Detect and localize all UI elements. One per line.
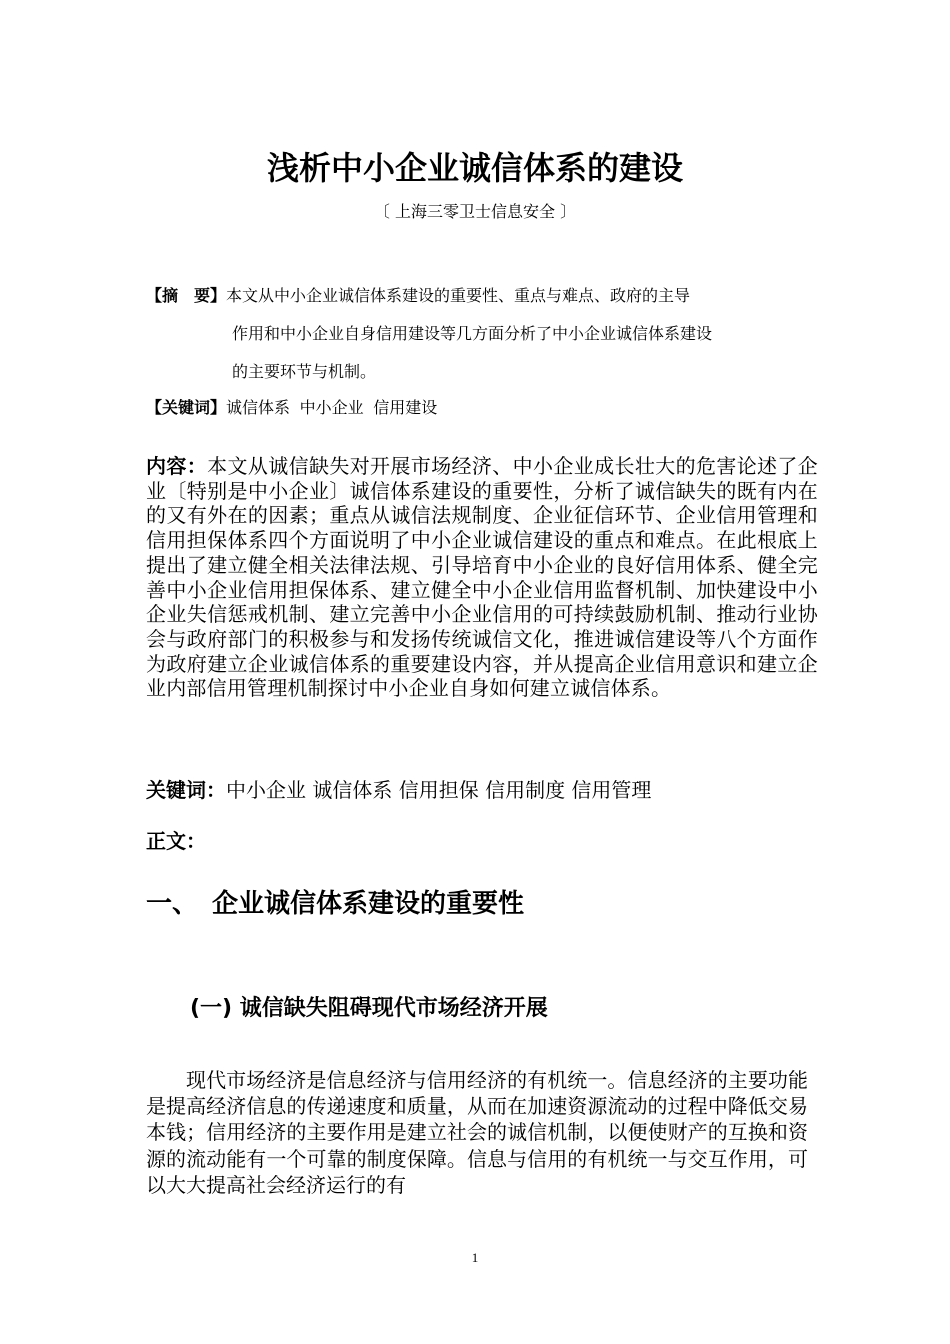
keywords-cn-value: 诚信体系 中小企业 信用建设 (226, 398, 438, 417)
abstract-line-1 (146, 286, 690, 306)
document-title: 浅析中小企业诚信体系的建设 (266, 149, 683, 187)
subsection-heading: (一) 诚信缺失阻碍现代市场经济开展 (190, 996, 548, 1021)
abstract-line-2: 作用和中小企业自身信用建设等几方面分析了中小企业诚信体系建设 (232, 324, 713, 343)
content-summary (146, 454, 818, 701)
keywords-cn-line (146, 398, 437, 418)
body-paragraph: 现代市场经济是信息经济与信用经济的有机统一。信息经济的主要功能是提高经济信息的传递速度和质量，从而在加速资源流动的过程中降低交易本钱；信用经济的主要作用是建立社会的诚信机制，以便使财产的互换和资源的流动能有一个可靠的制度保障。信息与信用的有机统一与交互作用，可以大大提高社会经济运行的有 (146, 1068, 808, 1197)
page-number: 1 (471, 1250, 479, 1265)
section-title: 企业诚信体系建设的重要性 (212, 889, 525, 919)
keywords-cn-label: 【关键词】 (146, 398, 227, 417)
document-author: 〔 上海三零卫士信息安全 〕 (373, 202, 577, 221)
section-number: 一、 (146, 889, 199, 919)
abstract-line-3: 的主要环节与机制。 (232, 362, 377, 381)
keywords-line (146, 777, 818, 803)
content-label: 内容： (146, 454, 208, 478)
abstract-label: 【摘 要】 (146, 286, 227, 305)
abstract-text-line: 本文从中小企业诚信体系建设的重要性、重点与难点、政府的主导 (226, 286, 691, 305)
section-heading (146, 886, 524, 922)
keywords-label: 关键词： (146, 778, 226, 802)
content-text: 本文从诚信缺失对开展市场经济、中小企业成长壮大的危害论述了企业〔特别是中小企业〕诚信体系建设的重要性，分析了诚信缺失的既有内在的又有外在的因素；重点从诚信法规制度、企业征信环节、企业信用管理和信用担保体系四个方面说明了中小企业诚信建设的重点和难点。在此根底上提出了建立健全相关法律法规、引导培育中小企业的良好信用体系、健全完善中小企业信用担保体系、建立健全中小企业信用监督机制、加快建设中小企业失信惩戒机制、建立完善中小企业信用的可持续鼓励机制、推动行业协会与政府部门的积极参与和发扬传统诚信文化，推进诚信建设等八个方面作为政府建立企业诚信体系的重要建设内容，并从提高企业信用意识和建立企业内部信用管理机制探讨中小企业自身如何建立诚信体系。 (146, 454, 818, 701)
body-label: 正文： (146, 829, 206, 853)
keywords-value: 中小企业 诚信体系 信用担保 信用制度 信用管理 (226, 778, 652, 802)
